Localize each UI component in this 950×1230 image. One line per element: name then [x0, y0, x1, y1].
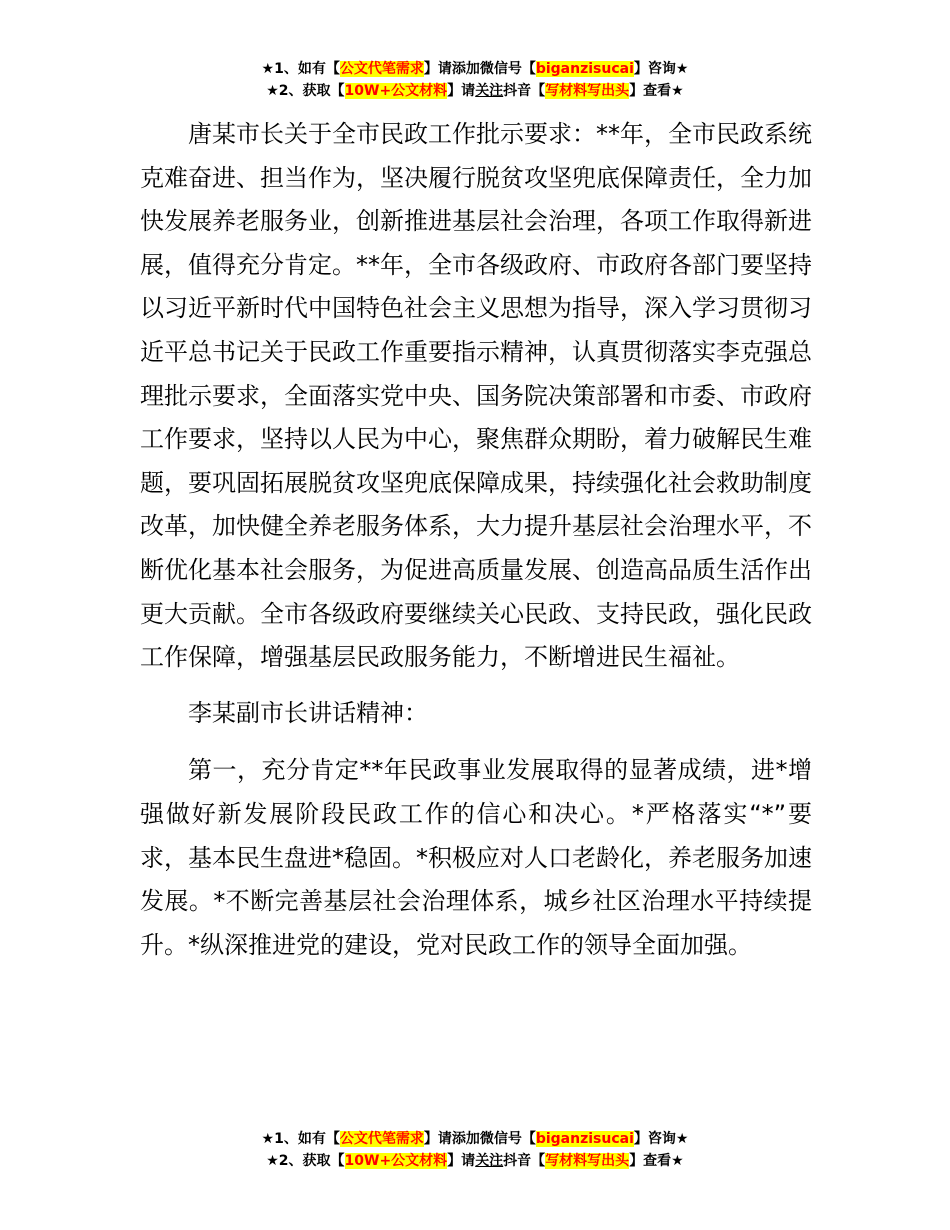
paragraph-first-point: 第一，充分肯定**年民政事业发展取得的显著成绩，进*增强做好新发展阶段民政工作的信心和决心。*严格落实“*”要求，基本民生盘进*稳固。*积极应对人口老龄化，养老服务加速发展。*不断完善基层社会治理体系，城乡社区治理水平持续提升。*纵深推进党的建设，党对民政工作的领导全面加强。	[140, 756, 812, 959]
footer-line-1-text-2: 微信号【	[479, 1131, 536, 1147]
header-line-1-text-2: 微信号【	[479, 61, 536, 77]
header-service-highlight: 公文代笔需求	[339, 61, 424, 77]
footer-line-2-text: 】请	[447, 1153, 476, 1169]
header-douyin-id: 写材料写出头	[545, 83, 630, 99]
header-material-highlight: 10W+公文材料	[344, 83, 448, 99]
paragraph-vice-mayor-heading: 李某副市长讲话精神：	[188, 698, 428, 727]
footer-service-highlight: 公文代笔需求	[339, 1131, 424, 1147]
header-line-2-prefix: ★2、获取【	[266, 83, 345, 99]
footer-follow-text: 关注	[475, 1153, 504, 1169]
header-banner	[0, 58, 950, 102]
header-line-1-prefix: ★1、如有【	[261, 61, 340, 77]
footer-banner	[0, 1128, 950, 1172]
document-body	[140, 113, 812, 981]
footer-line-2-prefix: ★2、获取【	[266, 1153, 345, 1169]
footer-line-1	[0, 1128, 950, 1150]
header-line-2-suffix: 】查看★	[629, 83, 684, 99]
header-follow-text: 关注	[475, 83, 504, 99]
header-line-2	[0, 80, 950, 102]
footer-line-2-text-2: 抖音【	[503, 1153, 546, 1169]
header-line-1-suffix: 】咨询★	[633, 61, 689, 77]
paragraph-mayor-instructions: 唐某市长关于全市民政工作批示要求：**年，全市民政系统克难奋进、担当作为，坚决履行脱贫攻坚兜底保障责任，全力加快发展养老服务业，创新推进基层社会治理，各项工作取得新进展，值得充分肯定。**年，全市各级政府、市政府各部门要坚持以习近平新时代中国特色社会主义思想为指导，深入学习贯彻习近平总书记关于民政工作重要指示精神，认真贯彻落实李克强总理批示要求，全面落实党中央、国务院决策部署和市委、市政府工作要求，坚持以人民为中心，聚焦群众期盼，着力破解民生难题，要巩固拓展脱贫攻坚兜底保障成果，持续强化社会救助制度改革，加快健全养老服务体系，大力提升基层社会治理水平，不断优化基本社会服务，为促进高质量发展、创造高品质生活作出更大贡献。全市各级政府要继续关心民政、支持民政，强化民政工作保障，增强基层民政服务能力，不断增进民生福祉。	[140, 120, 812, 672]
header-line-1-text: 】请	[423, 61, 452, 77]
footer-line-2	[0, 1150, 950, 1172]
header-line-2-text: 】请	[447, 83, 476, 99]
footer-wechat-id: biganzisucai	[535, 1131, 634, 1147]
footer-line-1-prefix: ★1、如有【	[261, 1131, 340, 1147]
footer-line-1-text: 】请	[423, 1131, 452, 1147]
footer-line-2-suffix: 】查看★	[629, 1153, 684, 1169]
header-line-2-text-2: 抖音【	[503, 83, 546, 99]
header-add-text: 添加	[451, 61, 480, 77]
footer-material-highlight: 10W+公文材料	[344, 1153, 448, 1169]
footer-add-text: 添加	[451, 1131, 480, 1147]
header-wechat-id: biganzisucai	[535, 61, 634, 77]
header-line-1	[0, 58, 950, 80]
footer-line-1-suffix: 】咨询★	[633, 1131, 689, 1147]
footer-douyin-id: 写材料写出头	[545, 1153, 630, 1169]
